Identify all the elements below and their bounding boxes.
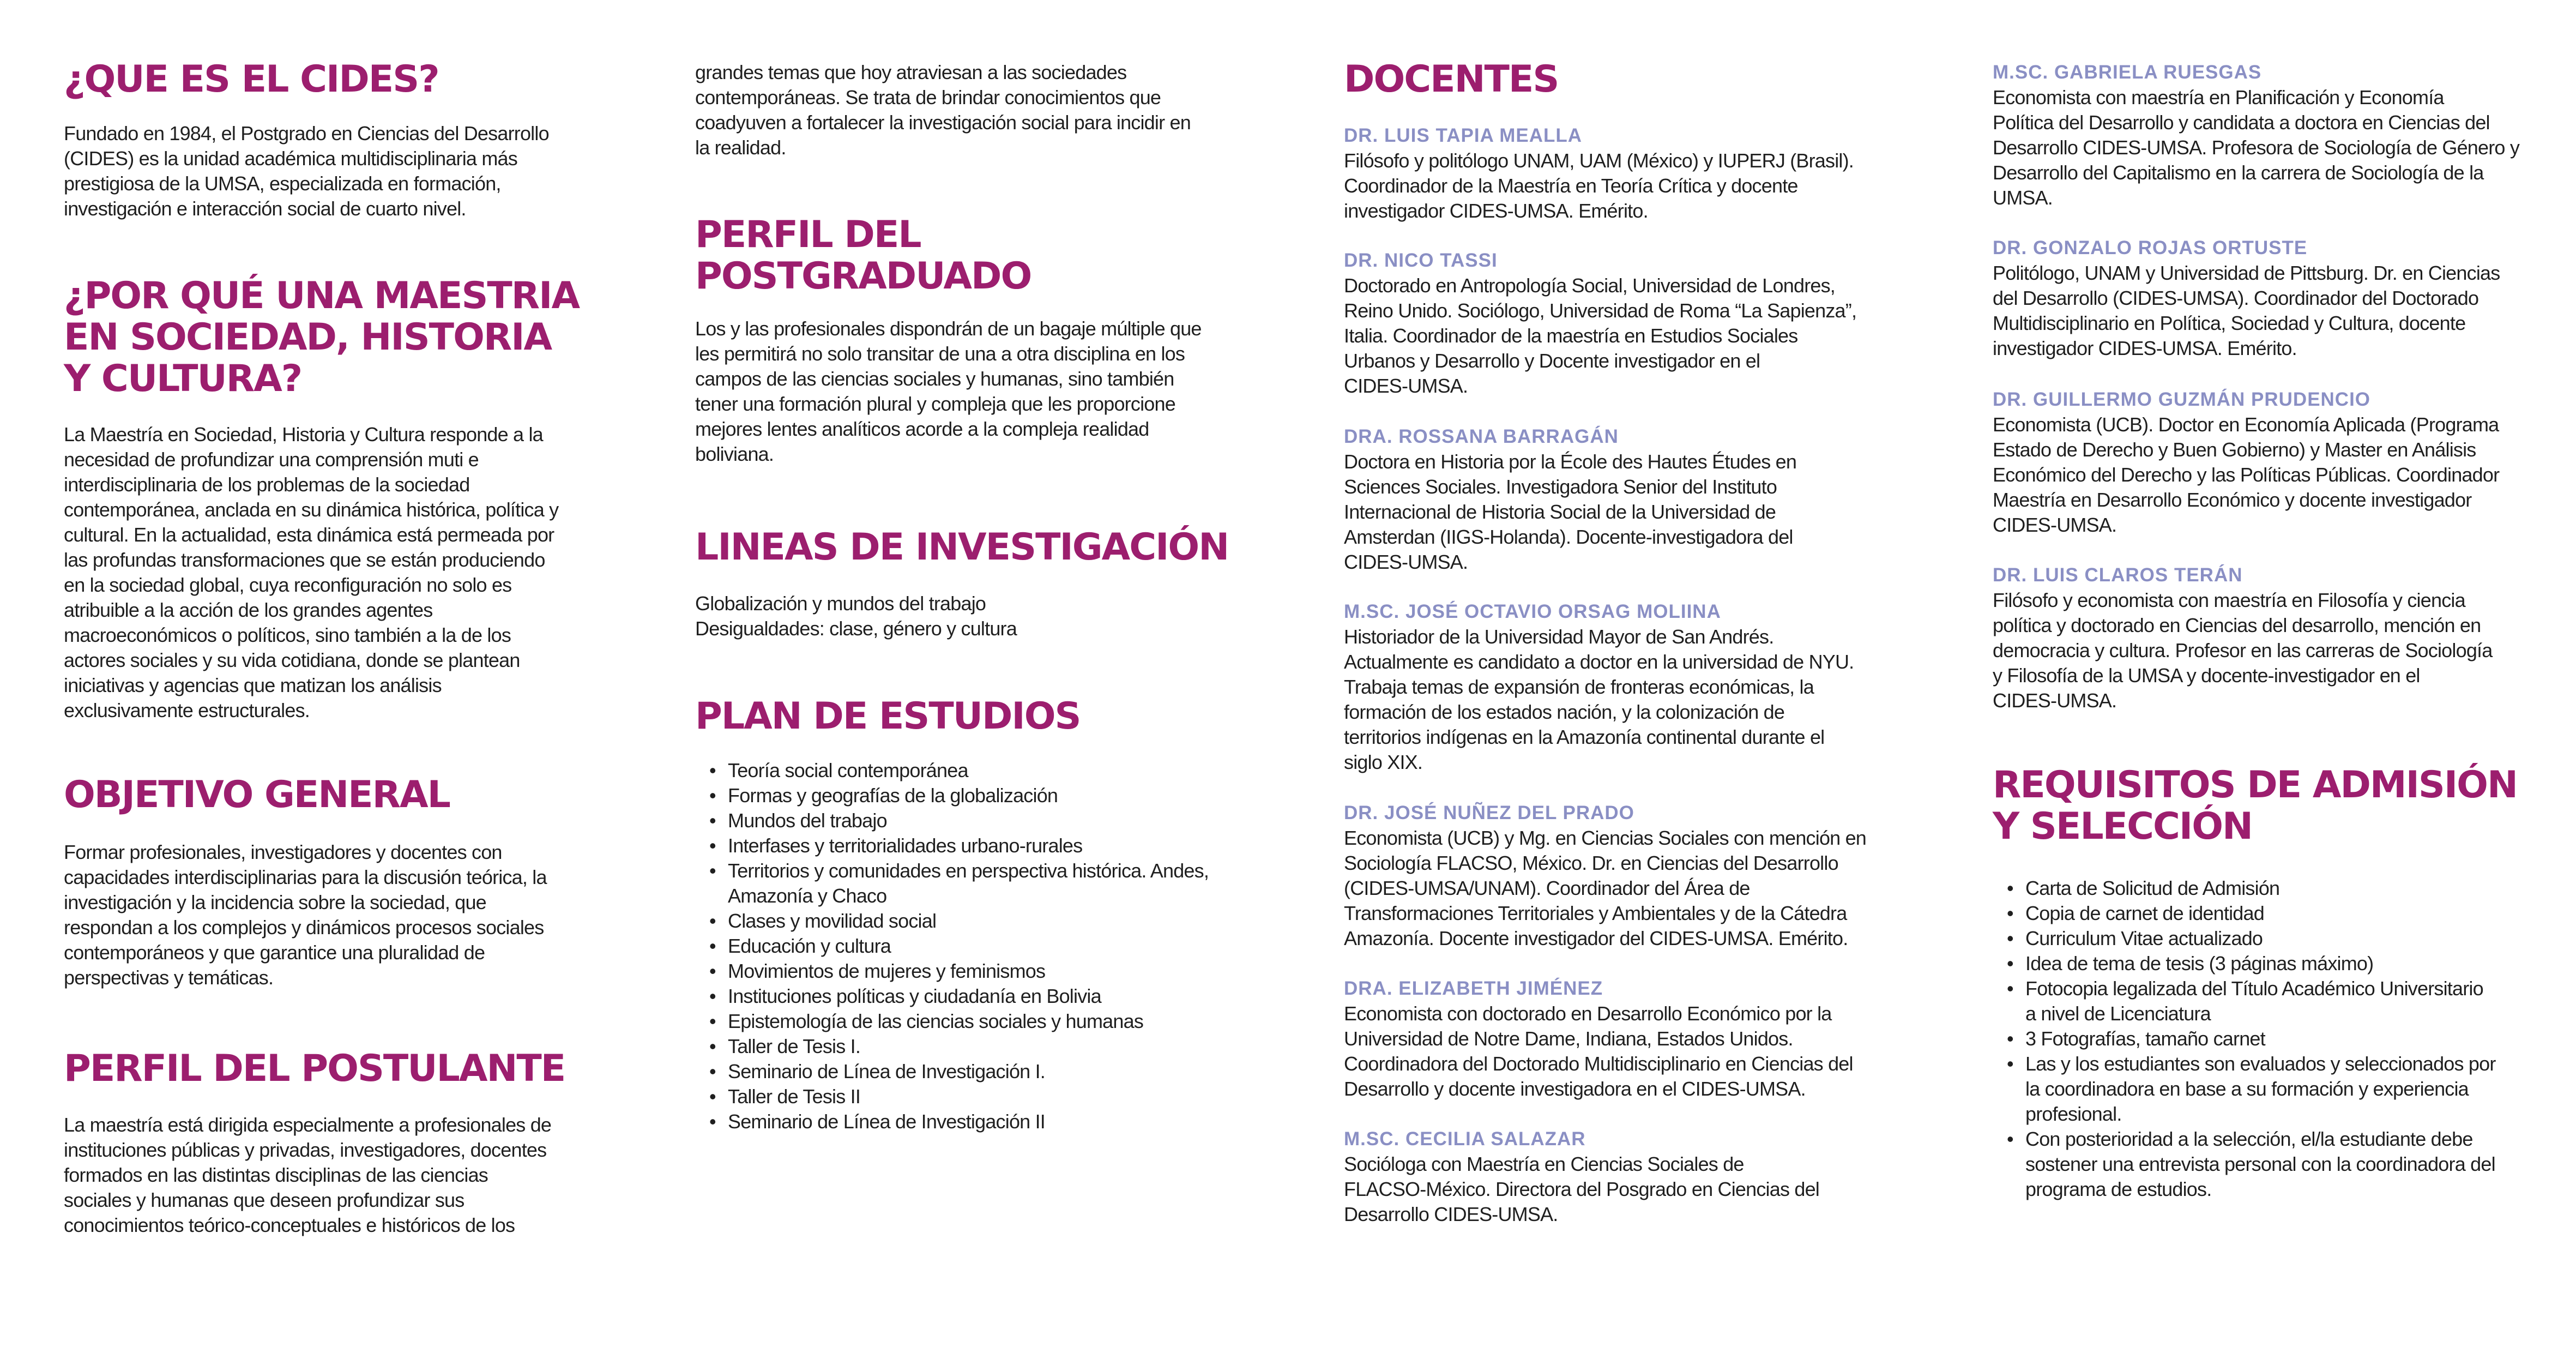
teacher-bio: Economista (UCB). Doctor en Economía Aplicada (Programa Estado de Derecho y Buen Gobierno) y Master en Análisis Económico del Derecho y las Políticas Públicas. Coordinador Maestría en Desarrollo Económico y docente investigador CIDES-UMSA.	[1993, 413, 2500, 536]
teacher-name: DRA. ELIZABETH JIMÉNEZ	[1344, 978, 1603, 999]
objetivo-body: Formar profesionales, investigadores y docentes con capacidades interdisciplinarias para la discusión teórica, la investigación y la incidencia sobre la sociedad, que respondan a los complejos y dinámicos procesos sociales contemporáneos y que garantice una pluralidad de perspectivas y temáticas.	[64, 841, 547, 989]
postulante-heading: PERFIL DEL POSTULANTE	[64, 1047, 565, 1090]
plan-item: • Clases y movilidad social	[709, 909, 1209, 934]
que-es-heading: ¿QUE ES EL CIDES?	[64, 58, 439, 101]
plan-item: • Interfases y territorialidades urbano-rurales	[709, 833, 1209, 858]
plan-item: • Mundos del trabajo	[709, 808, 1209, 833]
requisitos-list	[1993, 876, 2496, 1202]
teacher-entry	[1344, 424, 1796, 575]
teacher-entry	[1993, 563, 2492, 713]
teacher-bio: Historiador de la Universidad Mayor de San Andrés. Actualmente es candidato a doctor en la universidad de NYU. Trabaja temas de expansión de fronteras económicas, la formación de los estados nación, y la colonización de territorios indígenas en la Amazonía continental durante el siglo XIX.	[1344, 626, 1854, 773]
plan-item: • Formas y geografías de la globalización	[709, 783, 1209, 808]
teacher-bio: Politólogo, UNAM y Universidad de Pittsburg. Dr. en Ciencias del Desarrollo (CIDES-UMSA). Coordinador del Doctorado Multidisciplinario en Política, Sociedad y Cultura, docente investigador CIDES-UMSA. Emérito.	[1993, 262, 2500, 359]
teacher-bio: Doctora en Historia por la École des Hautes Études en Sciences Sociales. Investigadora Senior del Instituto Internacional de Historia Social de la Universidad de Amsterdan (IIGS-Holanda). Docente-investigadora del CIDES-UMSA.	[1344, 450, 1797, 573]
por-que-body: La Maestría en Sociedad, Historia y Cultura responde a la necesidad de profundizar una comprensión muti e interdisciplinaria de los problemas de la sociedad contemporánea, anclada en su dinámica histórica, política y cultural. En la actualidad, esta dinámica está permeada por las profundas transformaciones que se están produciendo en la sociedad global, cuya reconfiguración no solo es atribuible a la acción de los grandes agentes macroeconómicos o políticos, sino también a la de los actores sociales y su vida cotidiana, donde se plantean iniciativas y agencias que matizan los análisis exclusivamente estructurales.	[64, 423, 559, 721]
que-es-body: Fundado en 1984, el Postgrado en Ciencias del Desarrollo (CIDES) es la unidad académica multidisciplinaria más prestigiosa de la UMSA, especializada en formación, investigación e interacción social de cuarto nivel.	[64, 122, 549, 220]
lineas-heading: LINEAS DE INVESTIGACIÓN	[695, 526, 1229, 569]
teacher-entry	[1344, 248, 1856, 399]
requisito-item: • Con posterioridad a la selección, el/la estudiante debe sostener una entrevista personal con la coordinadora del programa de estudios.	[2007, 1127, 2496, 1202]
postulante-body: La maestría está dirigida especialmente a profesionales de instituciones públicas y privadas, investigadores, docentes formados en las distintas disciplinas de las ciencias sociales y humanas que deseen profundizar sus conocimientos teórico-conceptuales e históricos de los	[64, 1114, 552, 1236]
teacher-entry	[1344, 599, 1854, 775]
teacher-bio: Filósofo y economista con maestría en Filosofía y ciencia política y doctorado en Ciencias del desarrollo, mención en democracia y cultura. Profesor en las carreras de Sociología y Filosofía de la UMSA y docente-investigador en el CIDES-UMSA.	[1993, 589, 2493, 712]
teacher-bio: Economista con maestría en Planificación y Economía Política del Desarrollo y candidata a doctora en Ciencias del Desarrollo CIDES-UMSA. Profesora de Sociología de Género y Desarrollo del Capitalismo en la carrera de Sociología de la UMSA.	[1993, 86, 2520, 209]
teacher-name: DR. GUILLERMO GUZMÁN PRUDENCIO	[1993, 389, 2371, 410]
plan-item: • Territorios y comunidades en perspectiva histórica. Andes, Amazonía y Chaco	[709, 858, 1209, 909]
teacher-name: DRA. ROSSANA BARRAGÁN	[1344, 426, 1619, 447]
teacher-entry	[1993, 236, 2500, 361]
plan-item: • Movimientos de mujeres y feminismos	[709, 959, 1209, 984]
requisito-item: • Las y los estudiantes son evaluados y seleccionados por la coordinadora en base a su formación y experiencia profesional.	[2007, 1051, 2496, 1127]
teacher-bio: Economista con doctorado en Desarrollo Económico por la Universidad de Notre Dame, Indiana, Estados Unidos. Coordinadora del Doctorado Multidisciplinario en Ciencias del Desarrollo y docente investigadora en el CIDES-UMSA.	[1344, 1002, 1853, 1100]
teacher-bio: Filósofo y politólogo UNAM, UAM (México) y IUPERJ (Brasil). Coordinador de la Maestría en Teoría Crítica y docente investigador CIDES-UMSA. Emérito.	[1344, 149, 1854, 222]
lineas-body: Globalización y mundos del trabajo Desigualdades: clase, género y cultura	[695, 592, 1017, 640]
plan-item: • Instituciones políticas y ciudadanía en Bolivia	[709, 984, 1209, 1009]
plan-heading: PLAN DE ESTUDIOS	[695, 695, 1081, 738]
por-que-heading: ¿POR QUÉ UNA MAESTRIA EN SOCIEDAD, HISTORIA Y CULTURA?	[64, 274, 580, 400]
teacher-name: DR. LUIS CLAROS TERÁN	[1993, 564, 2243, 586]
teacher-entry	[1344, 801, 1866, 951]
postulante-body-continuation: grandes temas que hoy atraviesan a las sociedades contemporáneas. Se trata de brindar conocimientos que coadyuven a fortalecer la investigación social para incidir en la realidad.	[695, 61, 1191, 159]
requisito-item: • Copia de carnet de identidad	[2007, 901, 2496, 926]
teacher-name: DR. NICO TASSI	[1344, 250, 1498, 271]
plan-list	[695, 758, 1209, 1134]
requisito-item: • Fotocopia legalizada del Título Académico Universitario a nivel de Licenciatura	[2007, 976, 2496, 1026]
plan-item: • Educación y cultura	[709, 934, 1209, 959]
plan-item: • Taller de Tesis II	[709, 1084, 1209, 1109]
plan-item: • Teoría social contemporánea	[709, 758, 1209, 783]
requisitos-heading: REQUISITOS DE ADMISIÓN Y SELECCIÓN	[1993, 763, 2517, 848]
teacher-bio: Socióloga con Maestría en Ciencias Sociales de FLACSO-México. Directora del Posgrado en Ciencias del Desarrollo CIDES-UMSA.	[1344, 1153, 1819, 1225]
teacher-entry	[1993, 387, 2499, 538]
requisito-item: • 3 Fotografías, tamaño carnet	[2007, 1026, 2496, 1051]
requisito-item: • Curriculum Vitae actualizado	[2007, 926, 2496, 951]
docentes-heading: DOCENTES	[1344, 58, 1559, 101]
teacher-name: M.SC. CECILIA SALAZAR	[1344, 1128, 1586, 1150]
requisito-item: • Carta de Solicitud de Admisión	[2007, 876, 2496, 901]
plan-item: • Seminario de Línea de Investigación I.	[709, 1059, 1209, 1084]
requisito-item: • Idea de tema de tesis (3 páginas máximo)	[2007, 951, 2496, 976]
plan-item: • Seminario de Línea de Investigación II	[709, 1109, 1209, 1134]
teacher-name: M.SC. JOSÉ OCTAVIO ORSAG MOLIINA	[1344, 601, 1721, 622]
teacher-entry	[1993, 60, 2519, 211]
teacher-name: M.SC. GABRIELA RUESGAS	[1993, 62, 2262, 83]
teacher-name: DR. LUIS TAPIA MEALLA	[1344, 125, 1583, 146]
postgraduado-body: Los y las profesionales dispondrán de un bagaje múltiple que les permitirá no solo transitar de una a otra disciplina en los campos de las ciencias sociales y humanas, sino también tener una formación plural y compleja que les proporcione mejores lentes analíticos acorde a la compleja realidad boliviana.	[695, 317, 1202, 465]
teacher-entry	[1344, 123, 1854, 224]
teacher-entry	[1344, 976, 1853, 1102]
teacher-bio: Economista (UCB) y Mg. en Ciencias Sociales con mención en Sociología FLACSO, México. Dr. en Ciencias del Desarrollo (CIDES-UMSA/UNAM). Coordinador del Área de Transformaciones Territoriales y Ambientales y de la Cátedra Amazonía. Docente investigador del CIDES-UMSA. Emérito.	[1344, 827, 1867, 949]
plan-item: • Taller de Tesis I.	[709, 1034, 1209, 1059]
teacher-entry	[1344, 1127, 1819, 1227]
plan-item: • Epistemología de las ciencias sociales y humanas	[709, 1009, 1209, 1034]
teacher-name: DR. JOSÉ NUÑEZ DEL PRADO	[1344, 802, 1634, 823]
objetivo-heading: OBJETIVO GENERAL	[64, 773, 450, 816]
teacher-bio: Doctorado en Antropología Social, Universidad de Londres, Reino Unido. Sociólogo, Universidad de Roma “La Sapienza”, Italia. Coordinador de la maestría en Estudios Sociales Urbanos y Desarrollo y Docente investigador en el CIDES-UMSA.	[1344, 274, 1857, 397]
postgraduado-heading: PERFIL DEL POSTGRADUADO	[695, 213, 1031, 298]
teacher-name: DR. GONZALO ROJAS ORTUSTE	[1993, 237, 2308, 258]
